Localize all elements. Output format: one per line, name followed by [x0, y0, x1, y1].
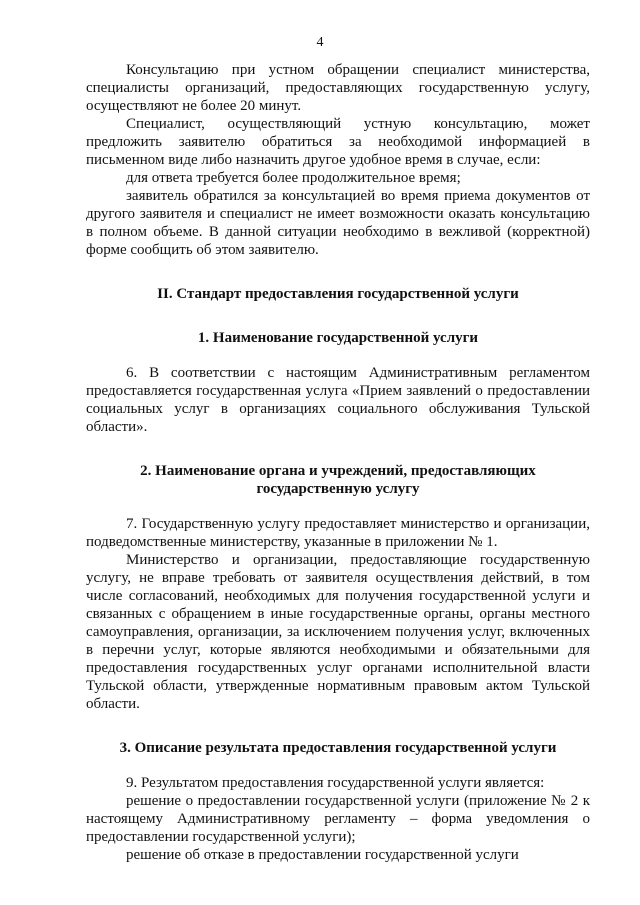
paragraph-case-busy: заявитель обратился за консультацией во время приема документов от другого заявителя и специалист не имеет возможности оказать консультацию в полном объеме. В данной ситуации необходимо в вежливой (корректной) форме сообщить об этом заявителю.: [86, 188, 590, 258]
document-body: [86, 61, 590, 864]
spacer: [86, 498, 590, 515]
spacer: [86, 259, 590, 285]
paragraph-ministry-restrictions: Министерство и организации, предоставляющие государственную услугу, не вправе требовать от заявителя осуществления действий, в том числе согласований, необходимых для получения государственной услуги и связанных с обращением в иные государственные органы, органы местного самоуправления, организации, за исключением получения услуг, включенных в перечни услуг, которые являются необходимыми и обязательными для предоставления государственных услуг органами исполнительной власти Тульской области, утвержденные нормативным правовым актом Тульской области.: [86, 552, 590, 712]
spacer: [86, 713, 590, 739]
section-heading: II. Стандарт предоставления государственной услуги: [157, 286, 519, 302]
page-number: 4: [316, 35, 324, 50]
paragraph-7: 7. Государственную услугу предоставляет министерство и организации, подведомственные министерству, указанные в приложении № 1.: [86, 516, 590, 550]
spacer: [86, 436, 590, 462]
paragraph-result-refusal: решение об отказе в предоставлении государственной услуги: [126, 847, 519, 863]
spacer: [86, 347, 590, 364]
subsection-3-heading: 3. Описание результата предоставления государственной услуги: [119, 740, 557, 756]
spacer: [86, 303, 590, 329]
subsection-2-heading-line-2: государственную услугу: [256, 481, 420, 497]
paragraph-case-time: для ответа требуется более продолжительное время;: [126, 170, 461, 186]
paragraph-consultation-duration: Консультацию при устном обращении специалист министерства, специалисты организаций, предоставляющих государственную услугу, осуществляют не более 20 минут.: [86, 62, 590, 114]
paragraph-6: 6. В соответствии с настоящим Административным регламентом предоставляется государственная услуга «Прием заявлений о предоставлении социальных услуг в организациях социального обслуживания Тульской области».: [86, 365, 590, 435]
subsection-1-heading: 1. Наименование государственной услуги: [197, 330, 479, 346]
spacer: [86, 757, 590, 774]
paragraph-specialist-offer: Специалист, осуществляющий устную консультацию, может предложить заявителю обратиться за необходимой информацией в письменном виде либо назначить другое удобное время в случае, если:: [86, 116, 590, 168]
paragraph-9: 9. Результатом предоставления государственной услуги является:: [126, 775, 545, 791]
paragraph-result-grant: решение о предоставлении государственной услуги (приложение № 2 к настоящему Административному регламенту – форма уведомления о предоставлении государственной услуги);: [86, 793, 590, 845]
subsection-2-heading-line-1: 2. Наименование органа и учреждений, предоставляющих: [140, 463, 536, 479]
